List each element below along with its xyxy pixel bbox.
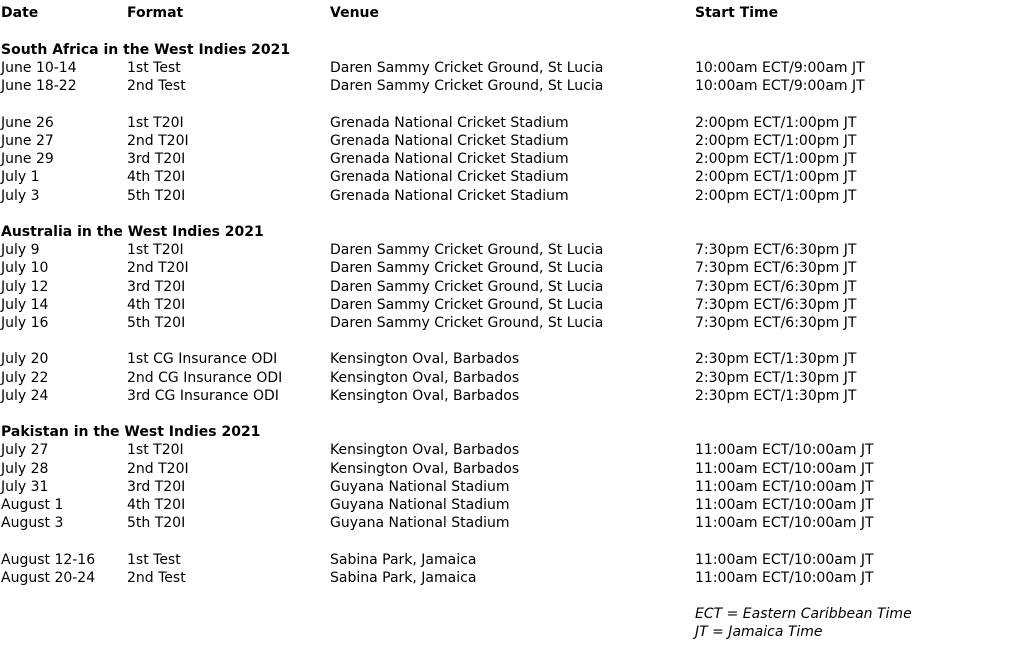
- match-start-time: 11:00am ECT/10:00am JT: [695, 569, 874, 586]
- match-venue: Grenada National Cricket Stadium: [330, 133, 569, 149]
- match-start-time: 2:30pm ECT/1:30pm JT: [695, 351, 857, 368]
- match-start-time: 7:30pm ECT/6:30pm JT: [695, 260, 857, 277]
- header-row: [0, 4, 1024, 22]
- match-format: 4th T20I: [127, 169, 186, 186]
- match-venue: Grenada National Cricket Stadium: [330, 187, 569, 204]
- section-title: South Africa in the West Indies 2021: [1, 42, 291, 58]
- match-venue: Kensington Oval, Barbados: [330, 442, 520, 459]
- match-format: 1st T20I: [127, 442, 184, 459]
- match-venue: Daren Sammy Cricket Ground, St Lucia: [330, 60, 604, 77]
- match-date: June 26: [1, 114, 54, 131]
- match-date: July 14: [1, 296, 49, 313]
- match-date: June 29: [1, 151, 54, 168]
- match-format: 1st T20I: [127, 114, 184, 131]
- match-venue: Daren Sammy Cricket Ground, St Lucia: [330, 78, 604, 95]
- match-venue: Daren Sammy Cricket Ground, St Lucia: [330, 260, 604, 277]
- match-venue: Grenada National Cricket Stadium: [330, 169, 569, 186]
- match-row: [0, 569, 1024, 587]
- match-date: July 24: [1, 387, 49, 404]
- match-date: July 20: [1, 351, 49, 368]
- match-format: 2nd Test: [127, 78, 186, 95]
- match-start-time: 2:30pm ECT/1:30pm JT: [695, 369, 857, 386]
- match-venue: Kensington Oval, Barbados: [330, 369, 520, 386]
- match-format: 1st CG Insurance ODI: [127, 351, 278, 368]
- match-row: [0, 259, 1024, 277]
- match-start-time: 7:30pm ECT/6:30pm JT: [695, 278, 857, 295]
- match-date: July 1: [1, 169, 40, 186]
- match-start-time: 2:00pm ECT/1:00pm JT: [695, 169, 857, 186]
- match-venue: Guyana National Stadium: [330, 497, 510, 513]
- match-row: [0, 77, 1024, 95]
- match-row: [0, 114, 1024, 132]
- header-date: Date: [1, 5, 39, 21]
- match-start-time: 11:00am ECT/10:00am JT: [695, 497, 874, 513]
- match-row: [0, 150, 1024, 168]
- match-start-time: 11:00am ECT/10:00am JT: [695, 478, 874, 495]
- match-date: August 12-16: [1, 551, 96, 568]
- match-venue: Daren Sammy Cricket Ground, St Lucia: [330, 296, 604, 313]
- match-date: June 10-14: [1, 60, 77, 77]
- match-date: July 28: [1, 460, 49, 477]
- match-format: 4th T20I: [127, 296, 186, 313]
- match-venue: Daren Sammy Cricket Ground, St Lucia: [330, 315, 604, 331]
- match-start-time: 2:00pm ECT/1:00pm JT: [695, 151, 857, 168]
- match-date: July 16: [1, 315, 49, 331]
- match-start-time: 11:00am ECT/10:00am JT: [695, 515, 874, 532]
- match-start-time: 2:30pm ECT/1:30pm JT: [695, 387, 857, 404]
- match-row: [0, 514, 1024, 532]
- match-row: [0, 132, 1024, 150]
- match-start-time: 11:00am ECT/10:00am JT: [695, 551, 874, 568]
- match-row: [0, 59, 1024, 77]
- match-venue: Kensington Oval, Barbados: [330, 460, 520, 477]
- match-venue: Sabina Park, Jamaica: [330, 569, 477, 586]
- match-row: [0, 187, 1024, 205]
- match-row: [0, 551, 1024, 569]
- match-venue: Guyana National Stadium: [330, 515, 510, 532]
- match-format: 5th T20I: [127, 515, 186, 532]
- match-row: [0, 278, 1024, 296]
- header-venue: Venue: [330, 5, 379, 21]
- match-date: August 1: [1, 497, 64, 513]
- match-format: 3rd T20I: [127, 478, 186, 495]
- match-start-time: 7:30pm ECT/6:30pm JT: [695, 315, 857, 331]
- timezone-note: JT = Jamaica Time: [695, 624, 823, 641]
- match-date: July 22: [1, 369, 49, 386]
- match-date: July 12: [1, 278, 49, 295]
- match-row: [0, 496, 1024, 514]
- match-format: 5th T20I: [127, 187, 186, 204]
- match-format: 4th T20I: [127, 497, 186, 513]
- match-format: 2nd T20I: [127, 460, 189, 477]
- match-venue: Kensington Oval, Barbados: [330, 387, 520, 404]
- match-venue: Grenada National Cricket Stadium: [330, 114, 569, 131]
- match-venue: Daren Sammy Cricket Ground, St Lucia: [330, 278, 604, 295]
- match-date: July 27: [1, 442, 49, 459]
- match-row: [0, 460, 1024, 478]
- match-start-time: 2:00pm ECT/1:00pm JT: [695, 187, 857, 204]
- match-row: [0, 441, 1024, 459]
- match-date: August 3: [1, 515, 64, 532]
- match-format: 3rd T20I: [127, 151, 186, 168]
- match-format: 5th T20I: [127, 315, 186, 331]
- section-title: Pakistan in the West Indies 2021: [1, 424, 261, 441]
- match-format: 2nd CG Insurance ODI: [127, 369, 283, 386]
- match-row: [0, 369, 1024, 387]
- section-title: Australia in the West Indies 2021: [1, 224, 264, 240]
- match-start-time: 10:00am ECT/9:00am JT: [695, 78, 865, 95]
- match-format: 1st T20I: [127, 242, 184, 259]
- match-date: July 3: [1, 187, 40, 204]
- match-start-time: 2:00pm ECT/1:00pm JT: [695, 133, 857, 149]
- match-row: [0, 478, 1024, 496]
- match-format: 2nd Test: [127, 569, 186, 586]
- match-date: July 31: [1, 478, 49, 495]
- match-date: July 9: [1, 242, 40, 259]
- match-row: [0, 296, 1024, 314]
- match-start-time: 7:30pm ECT/6:30pm JT: [695, 296, 857, 313]
- match-start-time: 2:00pm ECT/1:00pm JT: [695, 114, 857, 131]
- match-row: [0, 241, 1024, 259]
- match-format: 2nd T20I: [127, 260, 189, 277]
- match-format: 1st Test: [127, 60, 181, 77]
- header-start-time: Start Time: [695, 5, 779, 21]
- match-format: 1st Test: [127, 551, 181, 568]
- timezone-note: ECT = Eastern Caribbean Time: [695, 606, 912, 623]
- match-format: 3rd T20I: [127, 278, 186, 295]
- match-start-time: 11:00am ECT/10:00am JT: [695, 442, 874, 459]
- match-row: [0, 350, 1024, 368]
- match-venue: Grenada National Cricket Stadium: [330, 151, 569, 168]
- match-venue: Kensington Oval, Barbados: [330, 351, 520, 368]
- match-row: [0, 314, 1024, 332]
- match-venue: Guyana National Stadium: [330, 478, 510, 495]
- match-date: July 10: [1, 260, 49, 277]
- match-start-time: 7:30pm ECT/6:30pm JT: [695, 242, 857, 259]
- match-date: June 27: [1, 133, 54, 149]
- match-format: 2nd T20I: [127, 133, 189, 149]
- header-format: Format: [127, 5, 184, 21]
- match-date: August 20-24: [1, 569, 96, 586]
- match-venue: Sabina Park, Jamaica: [330, 551, 477, 568]
- match-format: 3rd CG Insurance ODI: [127, 387, 279, 404]
- match-row: [0, 168, 1024, 186]
- match-start-time: 10:00am ECT/9:00am JT: [695, 60, 865, 77]
- match-row: [0, 387, 1024, 405]
- match-date: June 18-22: [1, 78, 77, 95]
- match-start-time: 11:00am ECT/10:00am JT: [695, 460, 874, 477]
- match-venue: Daren Sammy Cricket Ground, St Lucia: [330, 242, 604, 259]
